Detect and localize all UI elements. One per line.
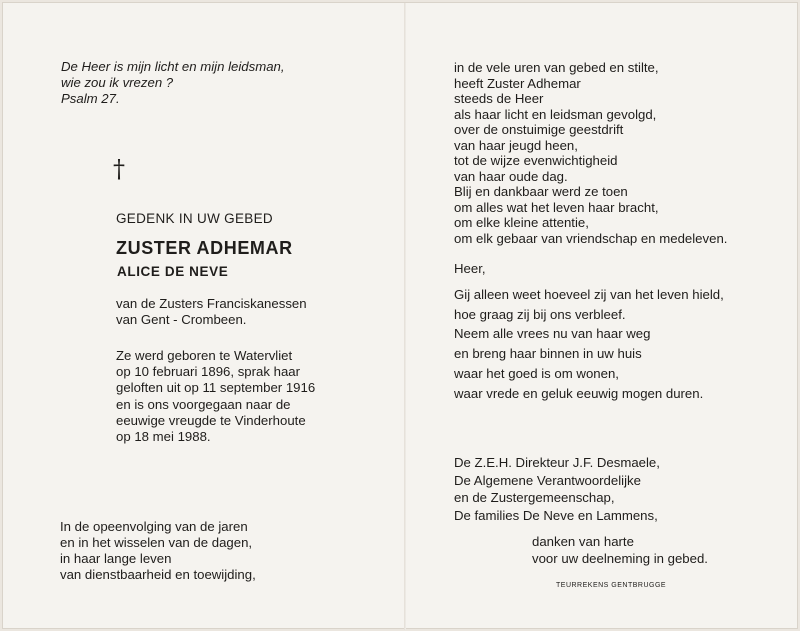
plea-line: Gij alleen weet hoeveel zij van het leven hield, bbox=[454, 287, 724, 302]
prayer-line: om elk gebaar van vriendschap en medeleven. bbox=[454, 230, 728, 246]
closing-line: in haar lange leven bbox=[60, 551, 172, 566]
prayer-line: om elke kleine attentie, bbox=[454, 215, 589, 230]
plea-line: waar vrede en geluk eeuwig mogen duren. bbox=[454, 385, 704, 401]
closing-line: van dienstbaarheid en toewijding, bbox=[60, 567, 256, 582]
plea-line: en breng haar binnen in uw huis bbox=[454, 346, 642, 362]
thanks-line: voor uw deelneming in gebed. bbox=[532, 551, 708, 566]
cross-icon: † bbox=[113, 155, 125, 183]
congregation bbox=[116, 296, 307, 328]
prayer-line: Blij en dankbaar werd ze toen bbox=[454, 184, 628, 199]
psalm-reference: Psalm 27. bbox=[61, 91, 120, 106]
prayer-line: om alles wat het leven haar bracht, bbox=[454, 199, 659, 215]
psalm-motto bbox=[61, 59, 285, 107]
biography-line: eeuwige vreugde te Vinderhoute bbox=[116, 412, 306, 428]
motto-line: De Heer is mijn licht en mijn leidsman, bbox=[61, 59, 285, 74]
closing-line: en in het wisselen van de dagen, bbox=[60, 535, 253, 550]
biography-line: en is ons voorgegaan naar de bbox=[116, 396, 291, 412]
biography-line: op 18 mei 1988. bbox=[116, 429, 211, 445]
prayer-line: in de vele uren van gebed en stilte, bbox=[454, 60, 659, 75]
closing-line: In de opeenvolging van de jaren bbox=[60, 519, 248, 534]
prayer-line: van haar jeugd heen, bbox=[454, 137, 578, 153]
closing-verse bbox=[60, 519, 256, 583]
congregation-line: van de Zusters Franciskanessen bbox=[116, 296, 307, 311]
remembrance-heading: GEDENK IN UW GEBED bbox=[116, 211, 273, 226]
plea-line: Neem alle vrees nu van haar weg bbox=[454, 326, 651, 342]
prayer-line: tot de wijze evenwichtigheid bbox=[454, 153, 618, 168]
biography-line: op 10 februari 1896, sprak haar bbox=[116, 364, 301, 380]
biography-line: Ze werd geboren te Watervliet bbox=[116, 348, 293, 363]
prayer-line: over de onstuimige geestdrift bbox=[454, 122, 624, 137]
card-fold bbox=[404, 3, 406, 630]
plea-line: waar het goed is om wonen, bbox=[454, 365, 619, 381]
biography-line: geloften uit op 11 september 1916 bbox=[116, 380, 316, 396]
prayer-address: Heer, bbox=[454, 261, 486, 276]
motto-line: wie zou ik vrezen ? bbox=[61, 75, 174, 90]
signatory-line: De Algemene Verantwoordelijke bbox=[454, 472, 641, 488]
religious-name: ZUSTER ADHEMAR bbox=[116, 238, 293, 258]
thanks-note bbox=[532, 533, 708, 567]
civil-name: ALICE DE NEVE bbox=[117, 264, 229, 279]
prayer-line: steeds de Heer bbox=[454, 91, 544, 106]
family-signatories bbox=[454, 454, 660, 524]
printer-imprint: TEURREKENS GENTBRUGGE bbox=[556, 582, 667, 589]
thanks-line: danken van harte bbox=[532, 534, 634, 549]
signatory-line: De families De Neve en Lammens, bbox=[454, 507, 658, 523]
prayer-line: van haar oude dag. bbox=[454, 168, 568, 184]
signatory-line: De Z.E.H. Direkteur J.F. Desmaele, bbox=[454, 455, 660, 470]
signatory-line: en de Zustergemeenschap, bbox=[454, 490, 615, 505]
plea-verse bbox=[454, 285, 724, 403]
prayer-text bbox=[454, 60, 727, 246]
plea-line: hoe graag zij bij ons verbleef. bbox=[454, 306, 626, 322]
memorial-card bbox=[2, 2, 798, 629]
biography bbox=[116, 348, 315, 445]
prayer-line: heeft Zuster Adhemar bbox=[454, 75, 581, 91]
prayer-line: als haar licht en leidsman gevolgd, bbox=[454, 106, 657, 122]
congregation-line: van Gent - Crombeen. bbox=[116, 312, 247, 327]
